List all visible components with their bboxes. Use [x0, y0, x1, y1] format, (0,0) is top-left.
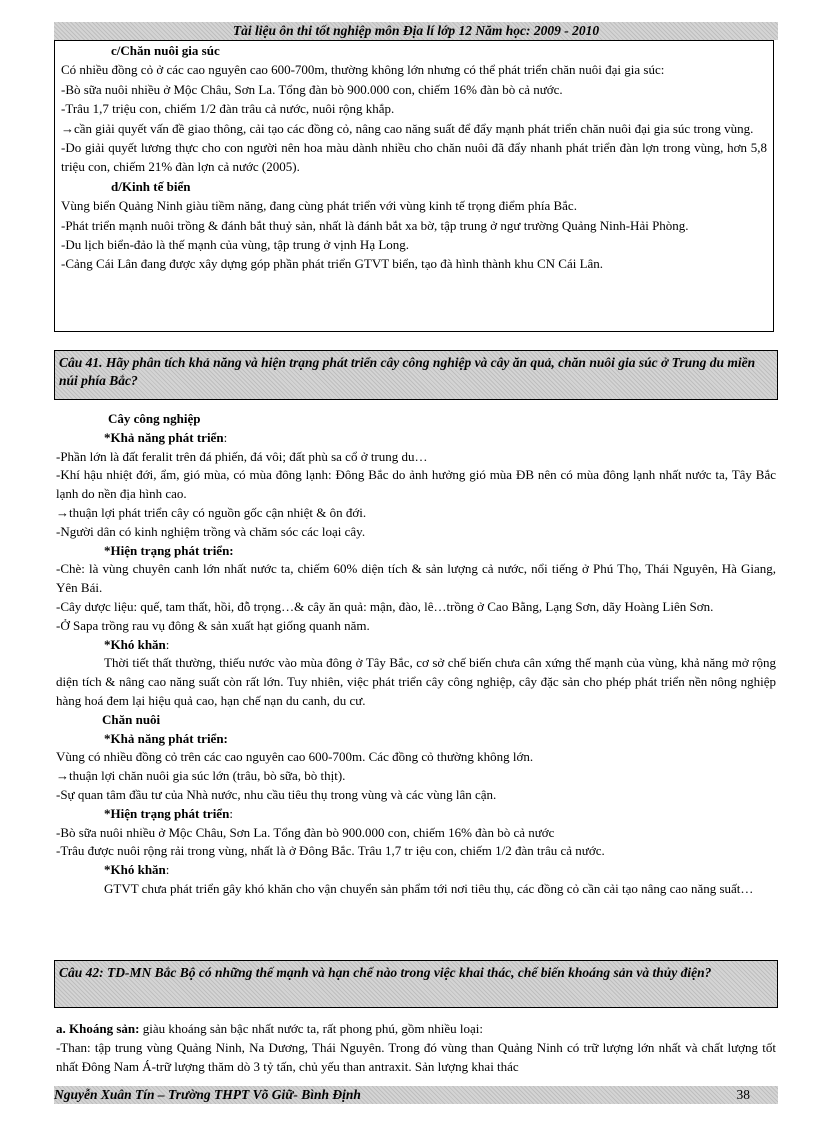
answer-line: -Than: tập trung vùng Quảng Ninh, Na Dương, Thái Nguyên. Trong đó vùng than Quảng Ninh có trữ lượng lớn nhất và chất lượng tốt nhất Đông Nam Á-trữ lượng thăm dò 3 tỷ tấn, chủ yếu than antraxit. Sản lượng khai thác: [56, 1039, 776, 1074]
label-colon: :: [223, 429, 228, 445]
label-difficulty: [56, 861, 776, 880]
box-paragraph: -Trâu 1,7 triệu con, chiếm 1/2 đàn trâu cả nước, nuôi rộng khắp.: [61, 101, 395, 117]
box-paragraph: -Bò sữa nuôi nhiều ở Mộc Châu, Sơn La. Tổng đàn bò 900.000 con, chiếm 16% đàn bò cả nước.: [61, 81, 563, 97]
answer-line: -Người dân có kinh nghiệm trồng và chăm sóc các loại cây.: [56, 523, 366, 539]
answer-line: [56, 504, 776, 523]
box-paragraph: -Du lịch biển-đảo là thế mạnh của vùng, tập trung ở vịnh Hạ Long.: [61, 237, 410, 253]
answer-41: [56, 410, 776, 899]
answer-line-text: thuận lợi phát triển cây có nguồn gốc cận nhiệt & ôn đới.: [69, 504, 367, 520]
question-42: Câu 42: TD-MN Bắc Bộ có những thế mạnh và hạn chế nào trong việc khai thác, chế biến khoáng sản và thủy điện?: [54, 960, 778, 1008]
answer-line-text: giàu khoáng sản bậc nhất nước ta, rất phong phú, gồm nhiều loại:: [139, 1021, 483, 1036]
box-paragraph-text: cần giải quyết vấn đề giao thông, cải tạo các đồng cỏ, nâng cao năng suất để đẩy mạnh phát triển chăn nuôi đại gia súc trong vùng.: [74, 120, 754, 136]
answer-line: -Phần lớn là đất feralit trên đá phiến, đá vôi; đất phù sa cổ ở trung du…: [56, 448, 428, 464]
answer-line: Thời tiết thất thường, thiếu nước vào mùa đông ở Tây Bắc, cơ sở chế biến chưa cân xứng thế mạnh của vùng, khả năng mở rộng diện tích & nâng cao năng suất còn rất lớn. Tuy nhiên, việc phát triển cây công nghiệp, cây đặc sản cho phép phát triển nền nông nghiệp hàng hoá đem lại hiệu quả cao, hạn chế nạn du canh, du cư.: [56, 655, 776, 708]
label-status: *Hiện trạng phát triển:: [104, 542, 234, 558]
arrow-icon: →: [56, 768, 69, 784]
answer-42: [56, 1020, 776, 1076]
answer-line: [56, 767, 776, 786]
answer-line: -Bò sữa nuôi nhiều ở Mộc Châu, Sơn La. Tổng đàn bò 900.000 con, chiếm 16% đàn bò cả nước: [56, 824, 555, 840]
box-paragraph: Vùng biển Quảng Ninh giàu tiềm năng, đang cùng phát triển với vùng kinh tế trọng điểm phía Bắc.: [61, 198, 577, 214]
label-potential: *Khả năng phát triển:: [104, 730, 228, 746]
box-paragraph: -Do giải quyết lương thực cho con người nên hoa màu dành nhiều cho chăn nuôi đã đẩy nhanh phát triển đàn lợn trong vùng, hơn 5,8 triệu con, chiếm 21% đàn lợn cả nước (2005).: [61, 140, 767, 175]
livestock-sea-box: [54, 40, 774, 332]
box-paragraph: [61, 119, 767, 138]
page-footer: [54, 1086, 778, 1104]
answer-line: [56, 1020, 776, 1039]
page-number: 38: [736, 1087, 750, 1102]
label-difficulty: [56, 636, 776, 655]
answer-line: -Cây dược liệu: quế, tam thất, hồi, đỗ trọng…& cây ăn quả: mận, đào, lê…trồng ở Cao Bằng, Lạng Sơn, dãy Hoàng Liên Sơn.: [56, 598, 714, 614]
label-potential-text: *Khả năng phát triển: [104, 429, 224, 445]
label-status: [56, 805, 776, 824]
label-minerals: a. Khoáng sản:: [56, 1021, 140, 1036]
heading-sea-economy: d/Kinh tế biển: [111, 178, 191, 194]
answer-line: -Sự quan tâm đầu tư của Nhà nước, nhu cầu tiêu thụ trong vùng và các vùng lân cận.: [56, 786, 497, 802]
answer-line: -Khí hậu nhiệt đới, ẩm, gió mùa, có mùa đông lạnh: Đông Bắc do ảnh hưởng gió mùa ĐB nên có mùa đông lạnh nhất nước ta, Tây Bắc lạnh do nền địa hình cao.: [56, 467, 776, 502]
answer-line: -Ở Sapa trồng rau vụ đông & sản xuất hạt giống quanh năm.: [56, 617, 370, 633]
label-difficulty-text: *Khó khăn: [104, 862, 166, 878]
question-41: Câu 41. Hãy phân tích khả năng và hiện trạng phát triển cây công nghiệp và cây ăn quả, chăn nuôi gia súc ở Trung du miền núi phía Bắc?: [54, 350, 778, 400]
label-difficulty-text: *Khó khăn: [104, 636, 166, 652]
arrow-icon: →: [61, 120, 74, 136]
page-header: Tài liệu ôn thi tốt nghiệp môn Địa lí lớp 12 Năm học: 2009 - 2010: [54, 22, 778, 40]
arrow-icon: →: [56, 504, 69, 520]
section-industrial-crops: Cây công nghiệp: [108, 411, 201, 426]
answer-line: -Trâu được nuôi rộng rải trong vùng, nhất là ở Đông Bắc. Trâu 1,7 tr iệu con, chiếm 1/2 đàn trâu cả nước.: [56, 843, 605, 859]
answer-line-text: thuận lợi chăn nuôi gia súc lớn (trâu, bò sữa, bò thịt).: [69, 768, 346, 784]
label-status-text: *Hiện trạng phát triển: [104, 805, 230, 821]
heading-livestock: c/Chăn nuôi gia súc: [111, 43, 220, 58]
section-livestock: Chăn nuôi: [102, 711, 161, 727]
label-colon: :: [229, 805, 233, 821]
footer-author: Nguyễn Xuân Tín – Trường THPT Võ Giữ- Bình Định: [54, 1087, 361, 1102]
answer-line: GTVT chưa phát triển gây khó khăn cho vận chuyển sản phẩm tới nơi tiêu thụ, các đồng cỏ cần cải tạo nâng cao năng suất…: [104, 880, 754, 896]
label-colon: :: [165, 636, 170, 652]
answer-line: -Chè: là vùng chuyên canh lớn nhất nước ta, chiếm 60% diện tích & sản lượng cả nước, nổi tiếng ở Phú Thọ, Thái Nguyên, Hà Giang, Yên Bái.: [56, 561, 776, 596]
label-colon: :: [165, 862, 170, 878]
box-paragraph: -Phát triển mạnh nuôi trồng & đánh bắt thuỷ sản, nhất là đánh bắt xa bờ, tập trung ở ngư trường Quảng Ninh-Hải Phòng.: [61, 217, 689, 233]
box-paragraph: Có nhiều đồng cỏ ở các cao nguyên cao 600-700m, thường không lớn nhưng có thể phát triển chăn nuôi đại gia súc:: [61, 62, 665, 78]
label-potential: [56, 429, 776, 448]
box-paragraph: -Cảng Cái Lân đang được xây dựng góp phần phát triển GTVT biển, tạo đà hình thành khu CN Cái Lân.: [61, 256, 604, 272]
answer-line: Vùng có nhiều đồng cỏ trên các cao nguyên cao 600-700m. Các đồng cỏ thường không lớn.: [56, 749, 534, 765]
